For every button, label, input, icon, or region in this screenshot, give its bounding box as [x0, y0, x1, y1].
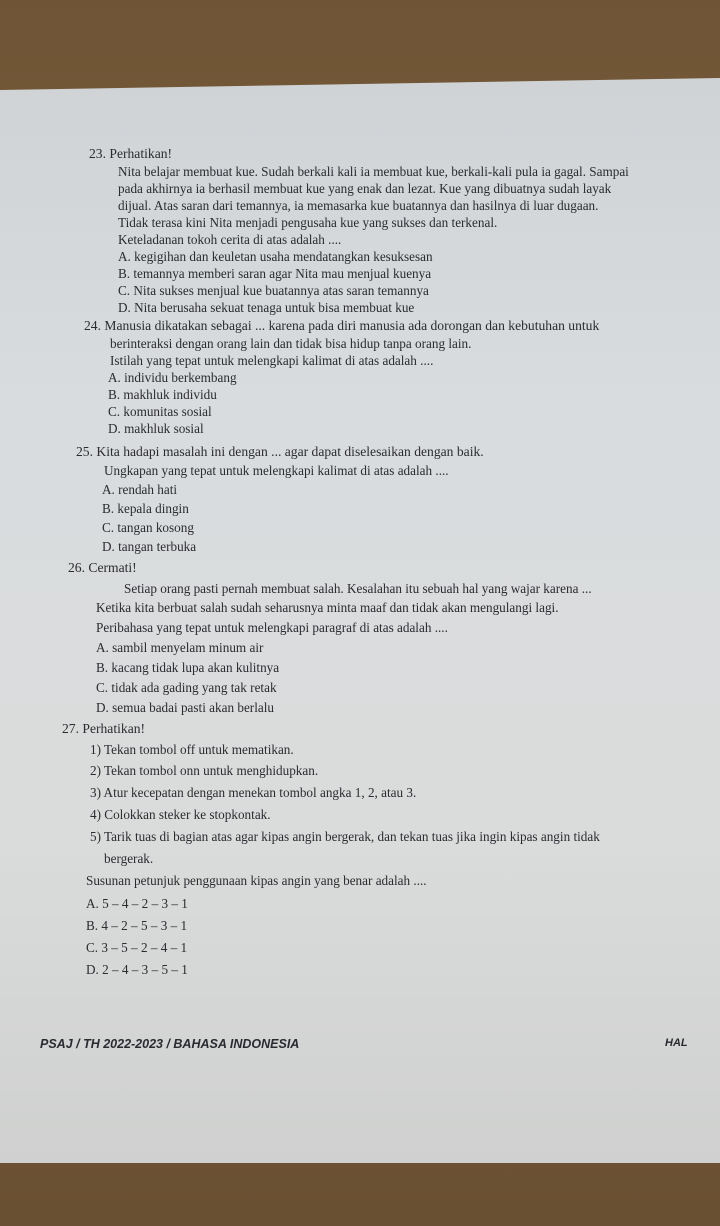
q24-option-c: C. komunitas sosial: [108, 404, 212, 419]
q27-prompt: Susunan petunjuk penggunaan kipas angin yang benar adalah ....: [86, 873, 427, 888]
q25-stem-line: 25. Kita hadapi masalah ini dengan ... agar dapat diselesaikan dengan baik.: [76, 444, 484, 459]
q27-option-b: B. 4 – 2 – 5 – 3 – 1: [86, 918, 188, 933]
q23-passage-line: dijual. Atas saran dari temannya, ia memasarka kue buatannya dan hasilnya di luar dugaan.: [118, 198, 599, 213]
q24-option-b: B. makhluk individu: [108, 387, 217, 402]
q27-step: 4) Colokkan steker ke stopkontak.: [90, 807, 271, 822]
q23-prompt: Keteladanan tokoh cerita di atas adalah ....: [118, 232, 342, 247]
q25-prompt: Ungkapan yang tepat untuk melengkapi kalimat di atas adalah ....: [104, 463, 449, 478]
q27-title: 27. Perhatikan!: [62, 721, 146, 736]
q24-stem-line: berinteraksi dengan orang lain dan tidak bisa hidup tanpa orang lain.: [110, 336, 472, 351]
page-footer-label: PSAJ / TH 2022-2023 / BAHASA INDONESIA: [40, 1037, 300, 1051]
q26-prompt: Peribahasa yang tepat untuk melengkapi paragraf di atas adalah ....: [96, 620, 448, 635]
q24-prompt: Istilah yang tepat untuk melengkapi kalimat di atas adalah ....: [110, 353, 434, 368]
q27-option-a: A. 5 – 4 – 2 – 3 – 1: [86, 896, 188, 911]
q25-option-d: D. tangan terbuka: [102, 539, 197, 554]
q23-option-a: A. kegigihan dan keuletan usaha mendatangkan kesuksesan: [118, 249, 433, 264]
q27-option-d: D. 2 – 4 – 3 – 5 – 1: [86, 962, 188, 977]
q26-title: 26. Cermati!: [68, 560, 137, 575]
q25-option-c: C. tangan kosong: [102, 520, 194, 535]
q23-option-c: C. Nita sukses menjual kue buatannya atas saran temannya: [118, 283, 429, 298]
q26-option-a: A. sambil menyelam minum air: [96, 640, 264, 655]
q23-option-b: B. temannya memberi saran agar Nita mau menjual kuenya: [118, 266, 432, 281]
q27-step: 1) Tekan tombol off untuk mematikan.: [90, 742, 294, 757]
q27-step: 2) Tekan tombol onn untuk menghidupkan.: [90, 763, 319, 778]
q27-option-c: C. 3 – 5 – 2 – 4 – 1: [86, 940, 188, 955]
q23-title: 23. Perhatikan!: [89, 146, 173, 161]
q24-stem-line: 24. Manusia dikatakan sebagai ... karena pada diri manusia ada dorongan dan kebutuhan untuk: [84, 318, 600, 333]
q26-paragraph-line: Setiap orang pasti pernah membuat salah. Kesalahan itu sebuah hal yang wajar karena ...: [124, 581, 592, 596]
q27-step: 5) Tarik tuas di bagian atas agar kipas angin bergerak, dan tekan tuas jika ingin kipas angin tidak: [90, 829, 600, 844]
q26-paragraph-line: Ketika kita berbuat salah sudah seharusnya minta maaf dan tidak akan mengulangi lagi.: [96, 600, 559, 615]
page-footer-hal: HAL: [665, 1037, 688, 1049]
q24-option-a: A. individu berkembang: [108, 370, 237, 385]
q24-option-d: D. makhluk sosial: [108, 421, 204, 436]
q26-option-b: B. kacang tidak lupa akan kulitnya: [96, 660, 280, 675]
q23-passage-line: Nita belajar membuat kue. Sudah berkali kali ia membuat kue, berkali-kali pula ia gagal. Sampai: [118, 164, 629, 179]
q27-step-continuation: bergerak.: [104, 851, 154, 866]
q26-option-d: D. semua badai pasti akan berlalu: [96, 700, 274, 715]
q27-step: 3) Atur kecepatan dengan menekan tombol angka 1, 2, atau 3.: [90, 785, 417, 800]
q23-option-d: D. Nita berusaha sekuat tenaga untuk bisa membuat kue: [118, 300, 415, 315]
q25-option-b: B. kepala dingin: [102, 501, 189, 516]
q23-passage-line: pada akhirnya ia berhasil membuat kue yang enak dan lezat. Kue yang dibuatnya sudah layak: [118, 181, 612, 196]
q25-option-a: A. rendah hati: [102, 482, 178, 497]
q23-passage-line: Tidak terasa kini Nita menjadi pengusaha kue yang sukses dan terkenal.: [118, 215, 498, 230]
q26-option-c: C. tidak ada gading yang tak retak: [96, 680, 277, 695]
